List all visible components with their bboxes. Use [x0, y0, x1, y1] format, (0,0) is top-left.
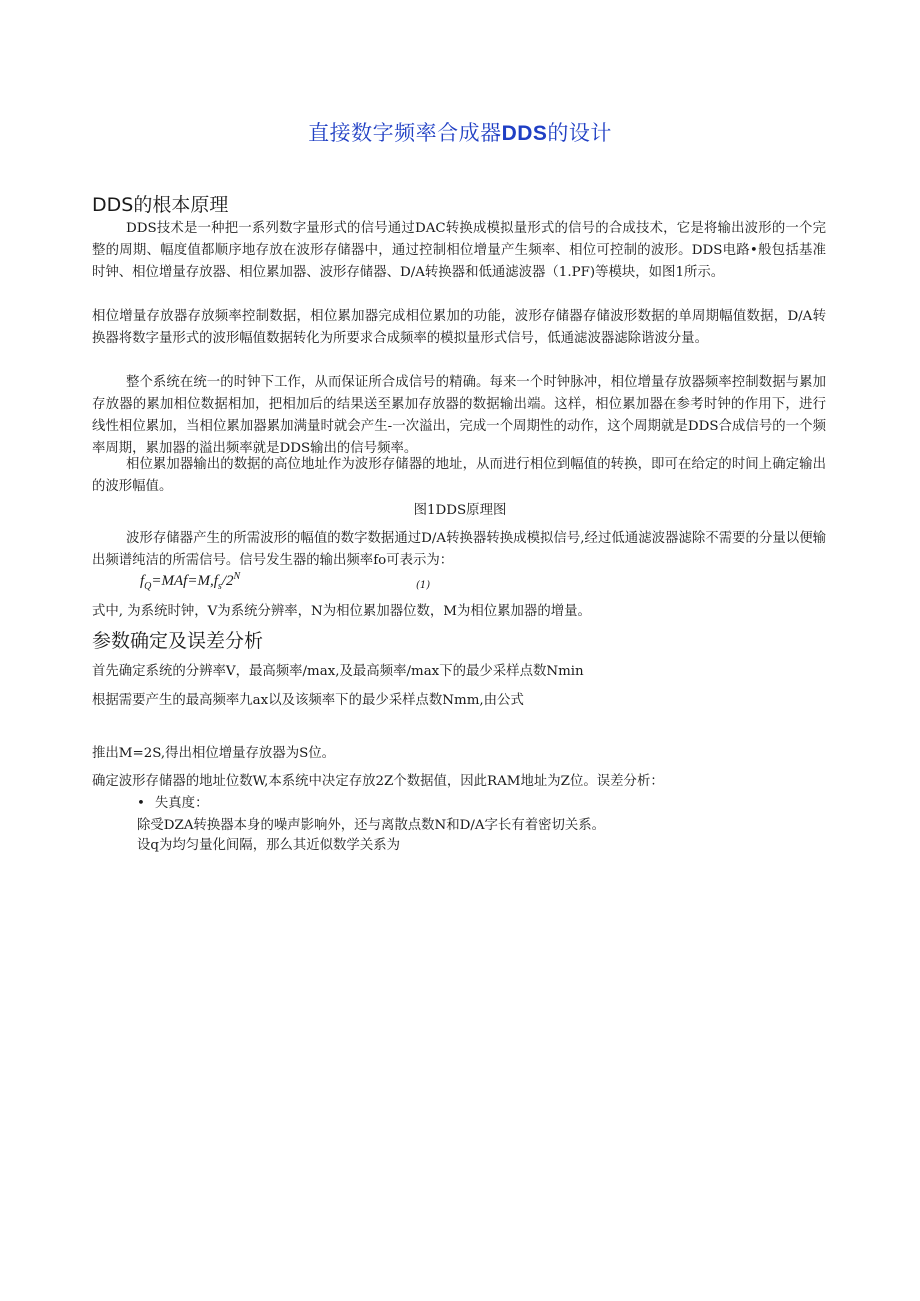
- paragraph-clock: 整个系统在统一的时钟下工作，从而保证所合成信号的精确。每来一个时钟脉冲，相位增量存放器频率控制数据与累加存放器的累加相位数据相加，把相加后的结果送至累加存放器的数据输出端。这样，相位累加器在参考时钟的作用下，进行线性相位累加，当相位累加器累加满量时就会产生-一次溢出，完成一个周期性的动作，这个周期就是DDS合成信号的一个频率周期，累加器的溢出频率就是DDS输出的信号频率。: [92, 375, 826, 456]
- paragraph-dds-intro: DDS技术是一种把一系列数字量形式的信号通过DAC转换成模拟量形式的信号的合成技术，它是将输出波形的一个完整的周期、幅度值都顺序地存放在波形存储器中，通过控制相位增量产生频率、相位可控制的波形。DDS电路•般包括基准时钟、相位增量存放器、相位累加器、波形存储器、D/A转换器和低通滤波器（1.PF)等模块，如图1所示。: [92, 221, 826, 280]
- title-bold: DDS: [501, 122, 548, 145]
- formula-sub-q: Q: [144, 581, 152, 592]
- line-address-bits: 确定波形存储器的地址位数W,本系统中决定存放2Z个数据值，因此RAM地址为Z位。误差分析：: [92, 774, 664, 789]
- line-max-frequency: 根据需要产生的最高频率九ax以及该频率下的最少采样点数Nmm,由公式: [92, 693, 524, 708]
- figure-caption: 图1DDS原理图: [413, 503, 507, 518]
- formula-f: f: [140, 573, 145, 589]
- formula-sup-n: N: [233, 571, 241, 582]
- title-suffix: 的设计: [547, 121, 612, 145]
- bullet-distortion-label: 失真度：: [154, 796, 209, 811]
- paragraph-output-frequency: 波形存储器产生的所需波形的幅值的数字数据通过D/A转换器转换成模拟信号,经过低通滤波器滤除不需要的分量以便输出频谱纯洁的所需信号。信号发生器的输出频率fo可表示为：: [92, 531, 826, 568]
- frequency-formula: [140, 571, 240, 592]
- line-phase-register: 推出M=2S,得出相位增量存放器为S位。: [92, 746, 336, 761]
- formula-middle: =MAf=M: [151, 573, 210, 589]
- bullet-distortion: [137, 794, 208, 814]
- section-heading-principle: DDS的根本原理: [92, 194, 229, 216]
- section-heading-parameters: 参数确定及误差分析: [92, 630, 264, 652]
- paragraph-components: 相位增量存放器存放频率控制数据，相位累加器完成相位累加的功能，波形存储器存储波形数据的单周期幅值数据，D/A转换器将数字量形式的波形幅值数据转化为所要求合成频率的模拟量形式信号，低通滤波器滤除谐波分量。: [92, 309, 826, 346]
- formula-sub-s: s: [217, 581, 222, 592]
- paragraph-formula-explanation: 式中, 为系统时钟，V为系统分辨率，N为相位累加器位数，M为相位累加器的增量。: [92, 604, 591, 619]
- title-prefix: 直接数字频率合成器: [308, 121, 502, 145]
- document-title: [0, 117, 920, 147]
- sub-line-noise: 除受DZA转换器本身的噪声影响外，还与离散点数N和D/A字长有着密切关系。: [137, 818, 606, 833]
- formula-middle-2: ,f: [209, 573, 218, 589]
- paragraph-address: 相位累加器输出的数据的高位地址作为波形存储器的地址，从而进行相位到幅值的转换，即可在给定的时间上确定输出的波形幅值。: [92, 457, 826, 494]
- bullet-symbol: •: [137, 796, 145, 811]
- sub-line-quantization: 设q为均匀量化间隔，那么其近似数学关系为: [137, 838, 400, 853]
- formula-end: /2: [221, 573, 234, 589]
- line-resolution: 首先确定系统的分辨率V，最高频率/max,及最高频率/max下的最少采样点数Nmin: [92, 664, 584, 679]
- formula-number: (1): [416, 580, 431, 591]
